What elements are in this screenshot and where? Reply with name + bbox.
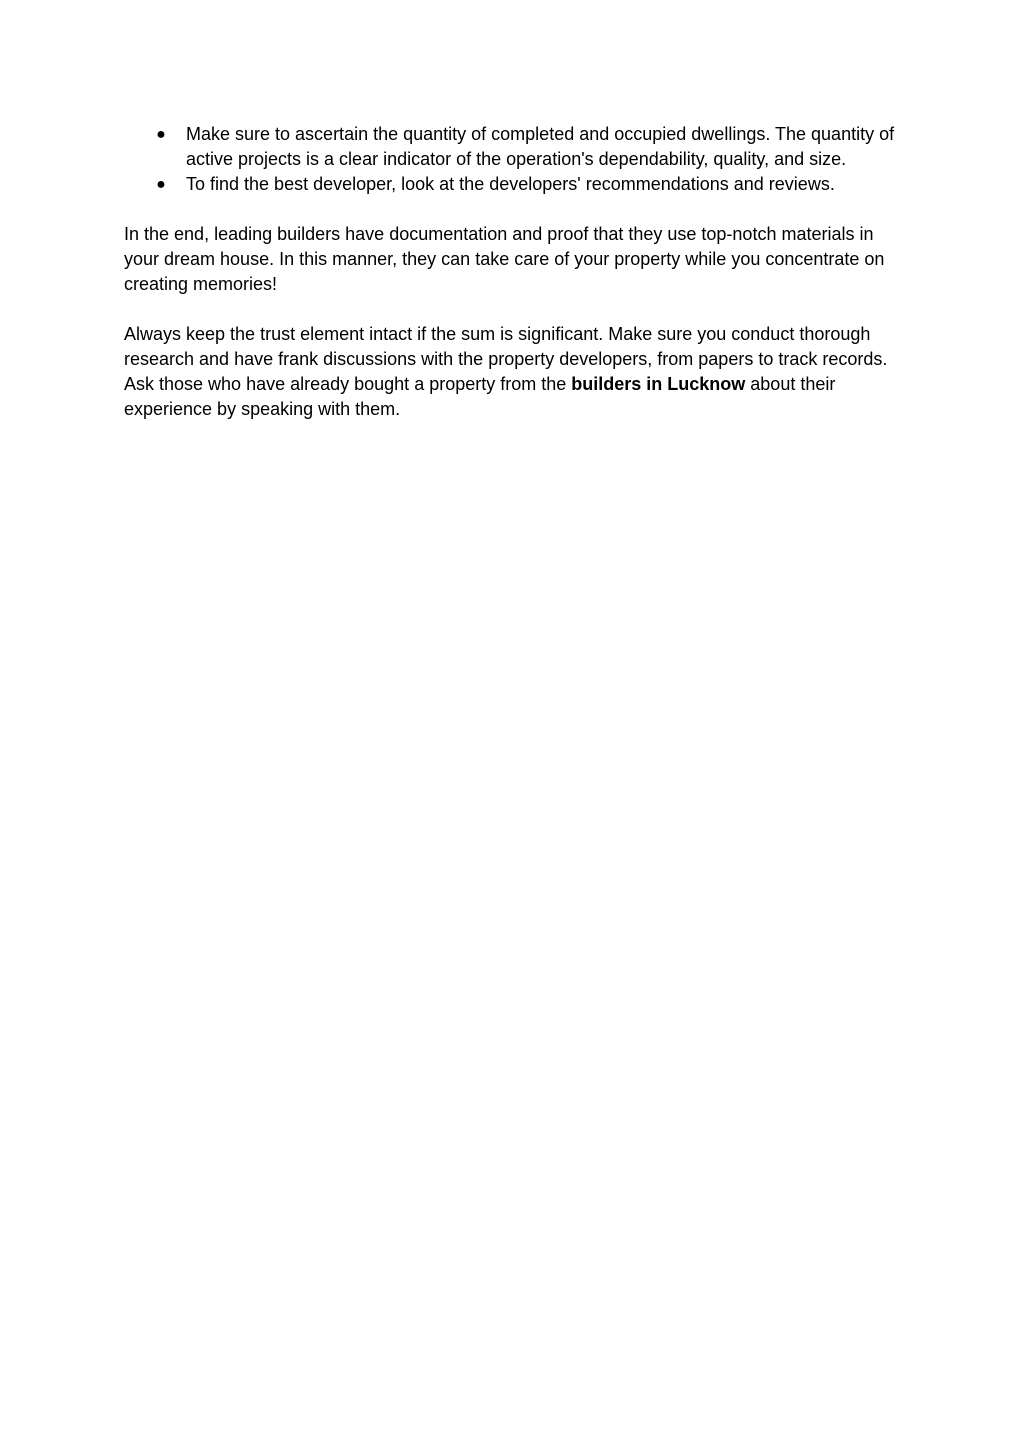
bullet-text: Make sure to ascertain the quantity of completed and occupied dwellings. The quantity of active projects is a clear indicator of the operation's dependability, quality, and size.	[186, 124, 895, 169]
document-body	[124, 122, 904, 422]
paragraph-text-after: about their experience by speaking with them.	[124, 374, 836, 419]
bullet-list	[124, 122, 904, 197]
paragraph-trust	[124, 322, 904, 422]
bullet-icon: ●	[156, 126, 166, 143]
paragraph-conclusion: In the end, leading builders have documentation and proof that they use top-notch materials in your dream house. In this manner, they can take care of your property while you concentrate on creating memories!	[124, 224, 885, 294]
bullet-text: To find the best developer, look at the developers' recommendations and reviews.	[186, 174, 835, 194]
bullet-icon: ●	[156, 176, 166, 193]
list-item	[124, 172, 904, 197]
paragraph-text-before: Always keep the trust element intact if the sum is significant. Make sure you conduct thorough research and have frank discussions with the property developers, from papers to track records. Ask those who have already bought a property from the	[124, 324, 888, 394]
list-item	[124, 122, 904, 172]
bold-keyword: builders in Lucknow	[571, 374, 746, 394]
